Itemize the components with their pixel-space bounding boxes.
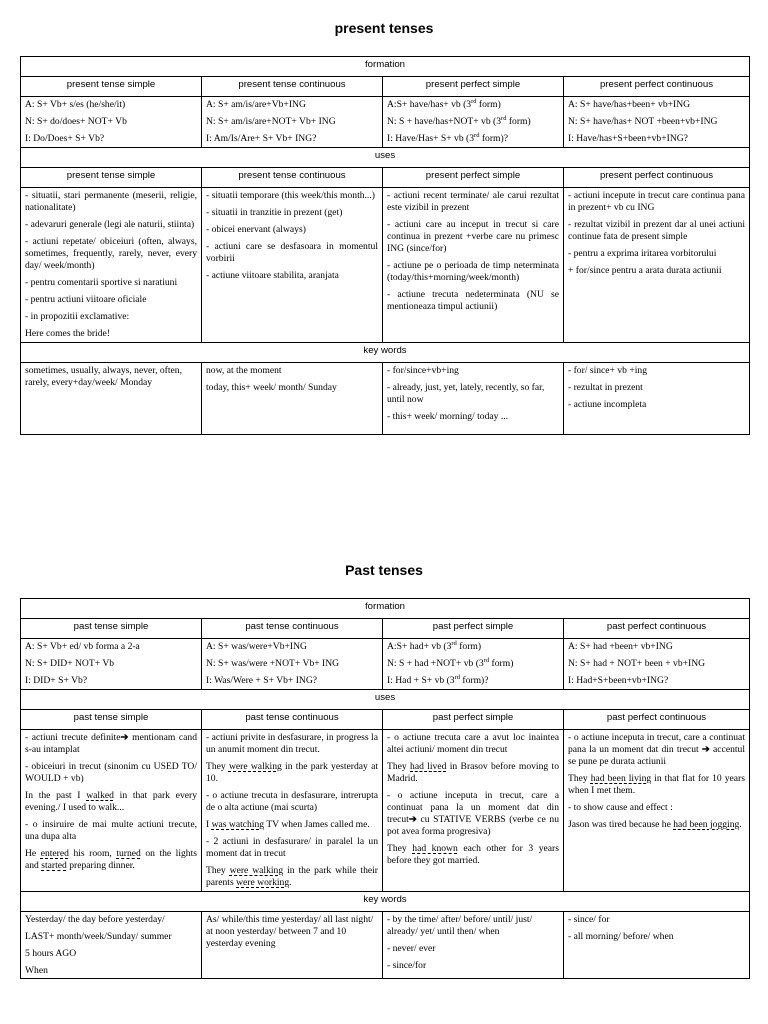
past-formation-label: formation <box>21 599 750 619</box>
use-example <box>206 865 378 889</box>
keyword-item: 5 hours AGO <box>25 948 77 959</box>
col-header: present tense simple <box>21 77 202 97</box>
formation-interrogative: I: Had+S+been+vb+ING? <box>568 675 669 686</box>
present-keywords-row <box>21 363 750 435</box>
use-text: TV when James called me. <box>264 819 370 830</box>
ordinal: rd <box>471 97 477 105</box>
formation-text: I: Have/Has+ S+ vb (3 <box>387 133 475 144</box>
use-item: - obicei enervant (always) <box>206 224 306 235</box>
keyword-item: sometimes, usually, always, never, often, rarely, every+day/week/ Monday <box>25 365 182 388</box>
use-item: - pentru comentarii sportive si naratiuni <box>25 277 178 288</box>
past-formation-headers <box>21 619 750 639</box>
use-example <box>206 761 378 785</box>
uses-cell <box>202 188 383 343</box>
use-text: They <box>387 761 411 772</box>
formation-affirmative: A: S+ am/is/are+Vb+ING <box>206 99 306 110</box>
col-header: past perfect continuous <box>564 710 750 730</box>
keywords-clip <box>25 914 197 976</box>
col-header: past perfect simple <box>383 619 564 639</box>
past-keywords-row <box>21 912 750 979</box>
formation-text: A:S+ had+ vb (3 <box>387 641 452 652</box>
keywords-cell <box>21 363 202 435</box>
formation-affirmative: A: S+ Vb+ s/es (he/she/it) <box>25 99 126 110</box>
present-uses-label: uses <box>21 148 750 168</box>
formation-affirmative: A: S+ Vb+ ed/ vb forma a 2-a <box>25 641 140 652</box>
use-text: . <box>289 877 292 888</box>
formation-text: form)? <box>479 133 508 144</box>
formation-text: A:S+ have/has+ vb (3 <box>387 99 472 110</box>
keyword-item: - never/ ever <box>387 943 436 954</box>
keywords-clip <box>206 914 378 976</box>
col-header: present tense continuous <box>202 77 383 97</box>
use-text: They <box>387 843 413 854</box>
formation-text: N: S + had +NOT+ vb (3 <box>387 658 484 669</box>
use-item: - actiuni incepute in trecut care continua pana in prezent+ vb cu ING <box>568 190 745 213</box>
formation-negative: N: S+ have/has+ NOT +been+vb+ING <box>568 116 718 127</box>
use-item: - pentru a exprima iritarea vorbitorului <box>568 248 717 259</box>
verb-highlight: had lived <box>410 761 447 772</box>
keyword-item: - this+ week/ morning/ today ... <box>387 411 509 422</box>
formation-negative: N: S+ do/does+ NOT+ Vb <box>25 116 127 127</box>
keyword-item: As/ while/this time yesterday/ all last night/ at noon yesterday/ between 7 and 10 yesterday evening <box>206 914 374 949</box>
formation-cell <box>383 639 564 690</box>
use-item: - o actiune trecuta care a avut loc inaintea altei actiuni/ moment din trecut <box>387 732 559 755</box>
formation-cell <box>21 639 202 690</box>
use-item: - rezultat vizibil in prezent dar al unei actiuni continue fata de present simple <box>568 219 745 242</box>
use-item: - actiuni care au inceput in trecut si care continua in prezent +verbe care nu primesc ING (since/for) <box>387 219 559 254</box>
formation-affirmative <box>387 99 559 111</box>
past-tenses-title: Past tenses <box>345 562 423 578</box>
use-item <box>568 732 745 768</box>
col-header: present tense simple <box>21 168 202 188</box>
formation-cell <box>564 639 750 690</box>
formation-affirmative: A: S+ have/has+been+ vb+ING <box>568 99 691 110</box>
use-item: - situatii temporare (this week/this month...) <box>206 190 375 201</box>
uses-cell <box>383 730 564 892</box>
formation-negative <box>387 658 559 670</box>
use-example <box>568 773 745 797</box>
arrow-right-icon: ➔ <box>408 814 417 825</box>
formation-text: form) <box>506 116 531 127</box>
use-text: his room, <box>68 848 117 859</box>
formation-text: form) <box>476 99 501 110</box>
formation-interrogative <box>387 675 559 687</box>
uses-cell <box>202 730 383 892</box>
keywords-cell <box>202 363 383 435</box>
formation-interrogative: I: Was/Were + S+ Vb+ ING? <box>206 675 318 686</box>
use-item: - 2 actiuni in desfasurare/ in paralel la un moment dat in trecut <box>206 836 378 859</box>
keywords-cell <box>564 363 750 435</box>
formation-negative <box>387 116 559 128</box>
ordinal: rd <box>474 131 480 139</box>
present-formation-headers <box>21 77 750 97</box>
keyword-item: - by the time/ after/ before/ until/ just/ already/ yet/ until then/ when <box>387 914 533 937</box>
col-header: past tense simple <box>21 710 202 730</box>
use-text: in the park yesterday at 10. <box>206 761 378 784</box>
verb-highlight: had been living <box>590 773 652 784</box>
use-text: In the past I <box>25 790 87 801</box>
past-uses-headers <box>21 710 750 730</box>
keyword-item: - for/ since+ vb +ing <box>568 365 648 376</box>
keyword-item: - since/for <box>387 960 427 971</box>
keywords-cell <box>564 912 750 979</box>
verb-highlight: were working <box>236 877 290 888</box>
use-text: - o actiune inceputa in trecut, care a continuat pana la un moment dat din trecut <box>568 732 745 755</box>
use-item: - obiceiuri in trecut (sinonim cu USED TO/ WOULD + vb) <box>25 761 197 784</box>
verb-highlight: turned <box>116 848 141 859</box>
present-uses-row <box>21 188 750 343</box>
formation-interrogative: I: Have/has+S+been+vb+ING? <box>568 133 688 144</box>
formation-text: form) <box>456 641 482 652</box>
col-header: past tense simple <box>21 619 202 639</box>
verb-highlight: had known <box>412 843 458 854</box>
use-text: each other for 3 years before they got married. <box>387 843 559 866</box>
present-tenses-table <box>20 56 750 435</box>
keywords-cell <box>383 363 564 435</box>
formation-interrogative: I: DID+ S+ Vb? <box>25 675 88 686</box>
verb-highlight: were walking <box>228 761 282 772</box>
use-example <box>387 843 559 867</box>
keywords-clip <box>568 914 745 976</box>
present-formation-row <box>21 97 750 148</box>
use-text: cu STATIVE VERBS (verbe ce nu pot avea forma progresiva) <box>387 814 559 837</box>
present-formation-label: formation <box>21 57 750 77</box>
col-header: past perfect simple <box>383 710 564 730</box>
keyword-item: - for/since+vb+ing <box>387 365 459 376</box>
verb-highlight: started <box>41 860 67 871</box>
use-text: on the lights and <box>25 848 197 871</box>
keyword-item: now, at the moment <box>206 365 282 376</box>
formation-affirmative: A: S+ was/were+Vb+ING <box>206 641 307 652</box>
use-text: preparing dinner. <box>66 860 135 871</box>
use-item <box>387 790 559 838</box>
formation-cell <box>202 639 383 690</box>
use-item: - situatii, stari permanente (meserii, religie, nationalitate) <box>25 190 197 213</box>
col-header: present perfect simple <box>383 77 564 97</box>
col-header: past tense continuous <box>202 710 383 730</box>
present-tenses-title: present tenses <box>334 20 434 36</box>
arrow-right-icon: ➔ <box>120 732 129 743</box>
formation-cell <box>564 97 750 148</box>
verb-highlight: had been jogging <box>673 819 740 830</box>
ordinal: rd <box>483 656 490 664</box>
past-tenses-table <box>20 598 750 979</box>
formation-interrogative: I: Am/Is/Are+ S+ Vb+ ING? <box>206 133 317 144</box>
use-item: - actiune trecuta nedeterminata (NU se mentioneaza timpul actiunii) <box>387 289 559 312</box>
formation-affirmative <box>387 641 559 653</box>
keywords-cell <box>202 912 383 979</box>
uses-cell <box>564 188 750 343</box>
verb-highlight: walked <box>86 790 114 801</box>
use-item: - actiuni recent terminate/ ale carui rezultat este vizibil in prezent <box>387 190 559 213</box>
keywords-cell <box>21 912 202 979</box>
use-text: in Brasov before moving to Madrid. <box>387 761 559 784</box>
use-item: - in propozitii exclamative: <box>25 311 130 322</box>
use-text: They <box>206 865 230 876</box>
formation-text: form)? <box>460 675 489 686</box>
col-header: present perfect continuous <box>564 77 750 97</box>
keyword-item: Yesterday/ the day before yesterday/ <box>25 914 165 925</box>
use-text: - actiuni trecute definite <box>25 732 121 743</box>
formation-negative: N: S+ am/is/are+NOT+ Vb+ ING <box>206 116 336 127</box>
ordinal: rd <box>454 673 460 681</box>
uses-cell <box>564 730 750 892</box>
use-text: . <box>739 819 742 830</box>
keyword-item: When <box>25 965 48 976</box>
use-item: - actiuni care se desfasoara in momentul vorbirii <box>206 241 378 264</box>
use-example: Here comes the bride! <box>25 328 110 339</box>
use-item <box>25 732 197 756</box>
formation-interrogative <box>387 133 559 145</box>
uses-cell <box>383 188 564 343</box>
formation-affirmative: A: S+ had +been+ vb+ING <box>568 641 673 652</box>
past-keywords-label: key words <box>21 892 750 912</box>
past-formation-row <box>21 639 750 690</box>
use-text: - o actiune inceputa in trecut, care a continuat pana la un moment dat din trecut <box>387 790 559 825</box>
formation-cell <box>21 97 202 148</box>
use-text: mentionam cand s-au intamplat <box>25 732 197 755</box>
col-header: present perfect continuous <box>564 168 750 188</box>
ordinal: rd <box>501 114 507 122</box>
use-item: - adevaruri generale (legi ale naturii, stiinta) <box>25 219 195 230</box>
verb-highlight: was watching <box>211 819 265 830</box>
keyword-item: LAST+ month/week/Sunday/ summer <box>25 931 172 942</box>
use-text: in the park while their parents <box>206 865 378 888</box>
formation-text: N: S + have/has+NOT+ vb (3 <box>387 116 502 127</box>
uses-cell <box>21 730 202 892</box>
use-text: in that flat for 10 years when I met them. <box>568 773 745 796</box>
present-keywords-label: key words <box>21 343 750 363</box>
formation-negative: N: S+ DID+ NOT+ Vb <box>25 658 115 669</box>
use-item: - actiuni privite in desfasurare, in progress la un anumit moment din trecut. <box>206 732 378 755</box>
past-uses-label: uses <box>21 690 750 710</box>
formation-negative: N: S+ had + NOT+ been + vb+ING <box>568 658 706 669</box>
use-item: - actiune viitoare stabilita, aranjata <box>206 270 339 281</box>
use-item: - actiune pe o perioada de timp neterminata (today/this+morning/week/month) <box>387 260 559 283</box>
formation-cell <box>383 97 564 148</box>
arrow-right-icon: ➔ <box>701 744 710 755</box>
use-text: accentul se pune pe durata actiunii <box>568 744 746 767</box>
use-item: - pentru actiuni viitoare oficiale <box>25 294 147 305</box>
col-header: present tense continuous <box>202 168 383 188</box>
use-example <box>25 848 197 872</box>
keywords-clip <box>387 914 559 976</box>
keyword-item: today, this+ week/ month/ Sunday <box>206 382 337 393</box>
ordinal: rd <box>451 639 457 647</box>
use-text: He <box>25 848 41 859</box>
use-text: I <box>206 819 212 830</box>
use-example <box>206 819 378 831</box>
use-item: - situatii in tranzitie in prezent (get) <box>206 207 343 218</box>
use-item: - to show cause and effect : <box>568 802 673 813</box>
col-header: past perfect continuous <box>564 619 750 639</box>
present-uses-headers <box>21 168 750 188</box>
verb-highlight: entered <box>40 848 69 859</box>
keyword-item: - since/ for <box>568 914 610 925</box>
formation-text: I: Had + S+ vb (3 <box>387 675 455 686</box>
keyword-item: - actiune incompleta <box>568 399 647 410</box>
use-item: - o insiruire de mai multe actiuni trecute, una dupa alta <box>25 819 197 842</box>
use-text: They <box>568 773 591 784</box>
use-item: + for/since pentru a arata durata actiunii <box>568 265 722 276</box>
keyword-item: - already, just, yet, lately, recently, so far, until now <box>387 382 545 405</box>
col-header: present perfect simple <box>383 168 564 188</box>
keyword-item: - all morning/ before/ when <box>568 931 674 942</box>
past-uses-row <box>21 730 750 892</box>
formation-cell <box>202 97 383 148</box>
formation-text: form) <box>489 658 514 669</box>
use-item: - actiuni repetate/ obiceiuri (often, always, sometimes, frequently, rarely, never, every day/ week/month) <box>25 236 197 271</box>
verb-highlight: were walking <box>229 865 284 876</box>
use-text: Jason was tired because he <box>568 819 674 830</box>
keyword-item: - rezultat in prezent <box>568 382 643 393</box>
uses-cell <box>21 188 202 343</box>
use-text: in that park every evening./ I used to walk... <box>25 790 197 813</box>
use-example <box>568 819 745 831</box>
use-example <box>25 790 197 814</box>
use-text: They <box>206 761 229 772</box>
col-header: past tense continuous <box>202 619 383 639</box>
use-item: - o actiune trecuta in desfasurare, intrerupta de o alta actiune (mai scurta) <box>206 790 378 813</box>
formation-interrogative: I: Do/Does+ S+ Vb? <box>25 133 105 144</box>
keywords-cell <box>383 912 564 979</box>
use-example <box>387 761 559 785</box>
formation-negative: N: S+ was/were +NOT+ Vb+ ING <box>206 658 340 669</box>
